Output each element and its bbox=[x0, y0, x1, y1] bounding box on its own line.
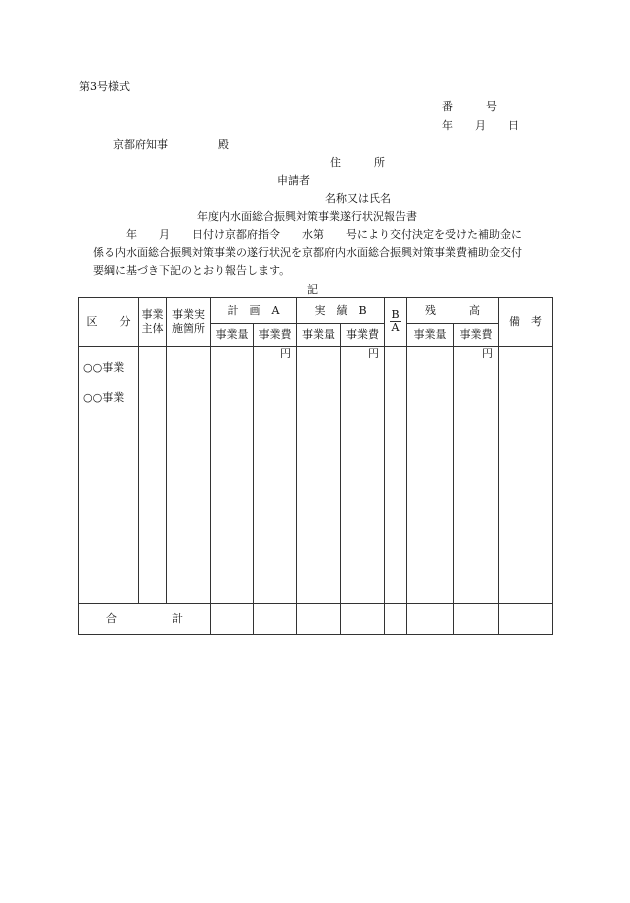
header-entity: 事業主体 bbox=[139, 298, 167, 347]
balance-cost-header: 事業費 bbox=[454, 324, 499, 347]
header-location: 事業実施箇所 bbox=[167, 298, 211, 347]
total-balance-cost bbox=[454, 604, 499, 635]
applicant-label: 申請者 bbox=[277, 174, 310, 187]
number-label: 番 号 bbox=[442, 100, 497, 113]
plan-cost-yen: 円 bbox=[254, 347, 297, 604]
remarks-cell bbox=[499, 347, 553, 604]
ki-label: 記 bbox=[307, 283, 318, 296]
total-plan-cost bbox=[254, 604, 297, 635]
date-label: 年 月 日 bbox=[442, 119, 519, 132]
total-actual-cost bbox=[341, 604, 385, 635]
header-ratio bbox=[385, 298, 407, 347]
header-category: 区 分 bbox=[79, 298, 139, 347]
entity-cell bbox=[139, 347, 167, 604]
total-balance-qty bbox=[407, 604, 454, 635]
report-title: 年度内水面総合振興対策事業遂行状況報告書 bbox=[197, 210, 417, 223]
report-table bbox=[78, 297, 553, 635]
actual-qty-cell bbox=[297, 347, 341, 604]
location-cell bbox=[167, 347, 211, 604]
body-line-1: 年 月 日付け京都府指令 水第 号により交付決定を受けた補助金に bbox=[126, 228, 522, 241]
category-cell bbox=[79, 347, 139, 604]
ratio-fraction bbox=[390, 309, 400, 334]
actual-cost-yen: 円 bbox=[341, 347, 385, 604]
form-number: 第3号様式 bbox=[79, 80, 130, 93]
balance-qty-header: 事業量 bbox=[407, 324, 454, 347]
total-plan-qty bbox=[211, 604, 254, 635]
body-line-3: 要綱に基づき下記のとおり報告します。 bbox=[93, 264, 291, 277]
total-actual-qty bbox=[297, 604, 341, 635]
plan-qty-cell bbox=[211, 347, 254, 604]
addressee: 京都府知事 bbox=[113, 138, 168, 151]
total-remarks bbox=[499, 604, 553, 635]
actual-cost-header: 事業費 bbox=[341, 324, 385, 347]
row-item-1: ○○事業 bbox=[83, 361, 125, 374]
ratio-denominator: A bbox=[391, 321, 400, 334]
body-line-2: 係る内水面総合振興対策事業の遂行状況を京都府内水面総合振興対策事業費補助金交付 bbox=[93, 246, 522, 259]
header-balance: 残 高 bbox=[407, 298, 499, 324]
header-plan: 計 画 A bbox=[211, 298, 297, 324]
name-label: 名称又は氏名 bbox=[325, 192, 391, 205]
header-remarks: 備 考 bbox=[499, 298, 553, 347]
ratio-numerator: B bbox=[391, 308, 400, 321]
address-label: 住 所 bbox=[330, 156, 385, 169]
plan-qty-header: 事業量 bbox=[211, 324, 254, 347]
plan-cost-header: 事業費 bbox=[254, 324, 297, 347]
ratio-cell bbox=[385, 347, 407, 604]
row-item-2: ○○事業 bbox=[83, 391, 125, 404]
balance-cost-yen: 円 bbox=[454, 347, 499, 604]
header-actual: 実 績 B bbox=[297, 298, 385, 324]
honorific: 殿 bbox=[218, 138, 229, 151]
balance-qty-cell bbox=[407, 347, 454, 604]
total-ratio bbox=[385, 604, 407, 635]
total-label: 合 計 bbox=[79, 604, 211, 635]
actual-qty-header: 事業量 bbox=[297, 324, 341, 347]
